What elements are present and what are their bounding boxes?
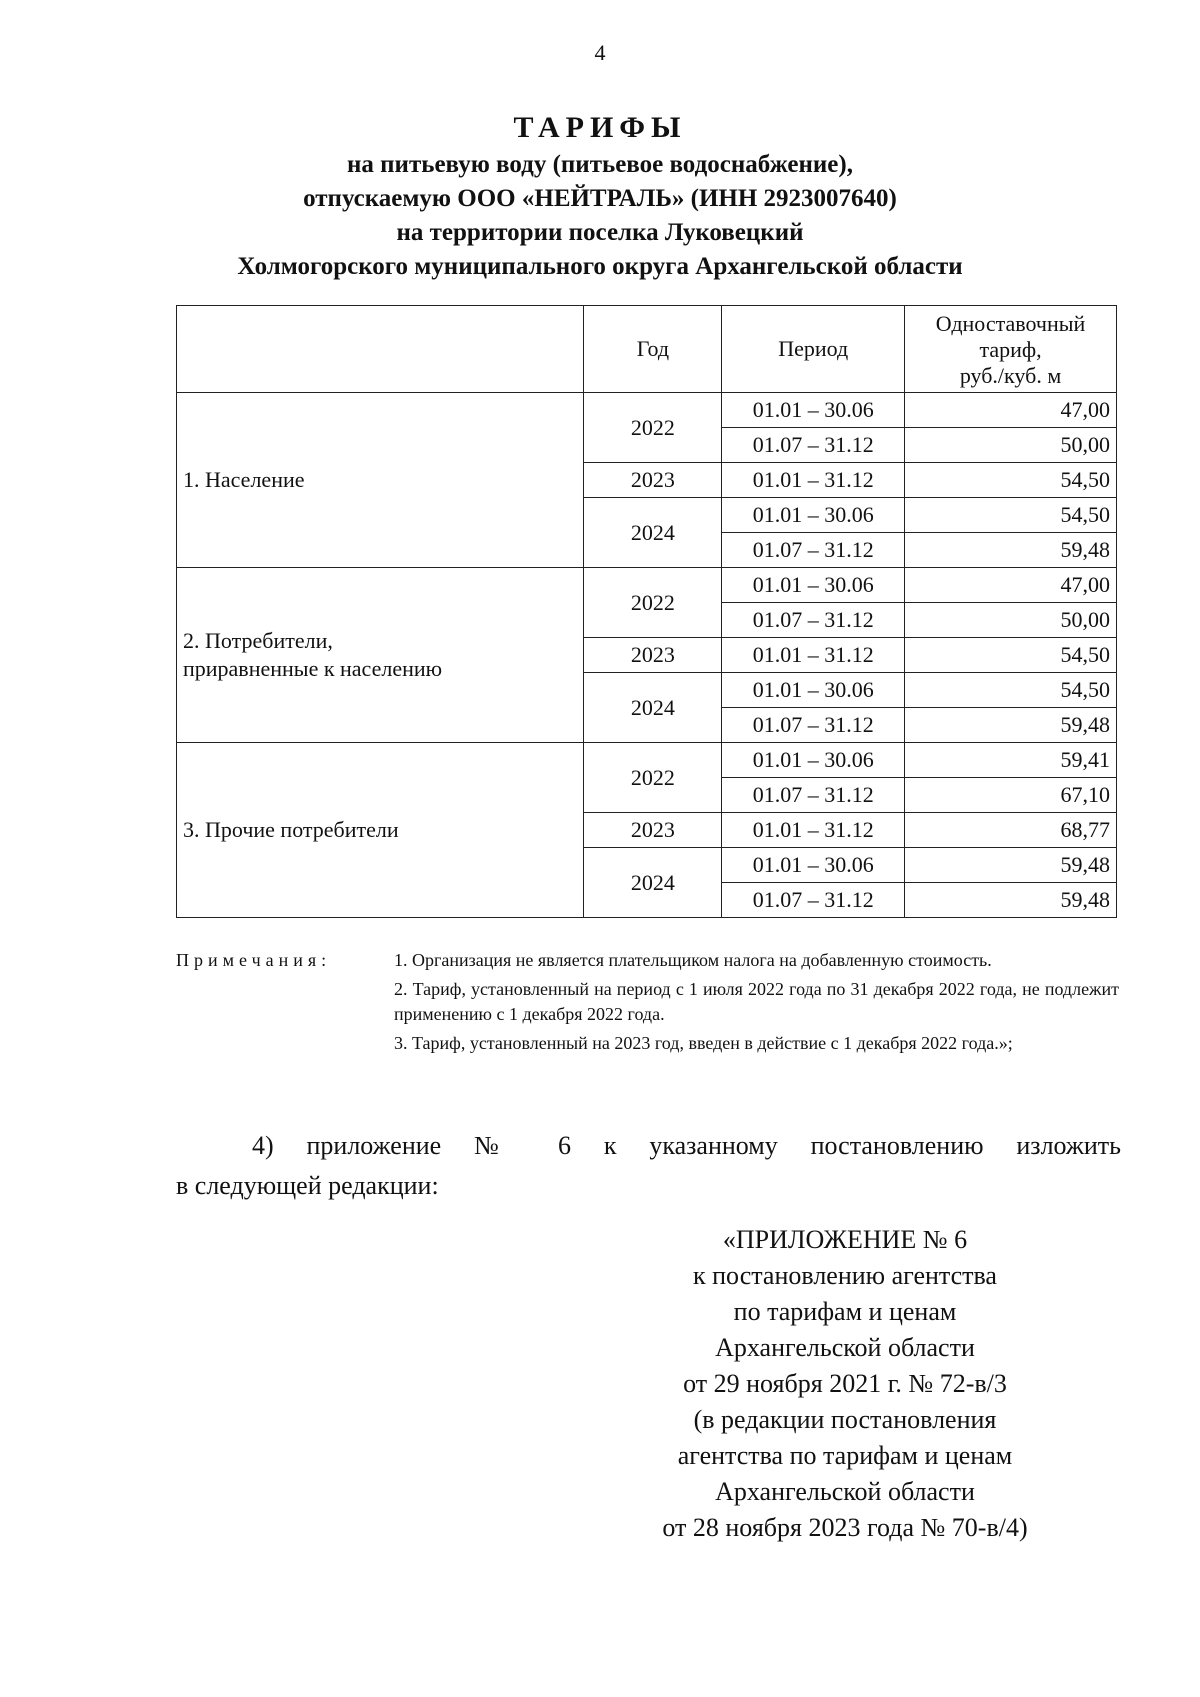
period-cell: 01.01 – 30.06 bbox=[722, 498, 905, 533]
header-tariff-line: тариф, bbox=[979, 337, 1042, 362]
note-item: 1. Организация не является плательщиком налога на добавленную стоимость. bbox=[394, 950, 992, 970]
tariff-cell: 54,50 bbox=[905, 638, 1117, 673]
period-cell: 01.01 – 30.06 bbox=[722, 848, 905, 883]
table-row bbox=[177, 743, 1117, 778]
period-cell: 01.01 – 31.12 bbox=[722, 463, 905, 498]
year-cell: 2024 bbox=[584, 498, 722, 568]
title-line: Холмогорского муниципального округа Архангельской области bbox=[237, 253, 963, 280]
notes-list bbox=[394, 948, 1119, 1060]
tariff-table bbox=[176, 305, 1117, 918]
header-category bbox=[177, 306, 584, 393]
tariff-cell: 47,00 bbox=[905, 568, 1117, 603]
tariff-cell: 47,00 bbox=[905, 393, 1117, 428]
period-cell: 01.07 – 31.12 bbox=[722, 603, 905, 638]
year-cell: 2023 bbox=[584, 463, 722, 498]
tariff-cell: 54,50 bbox=[905, 463, 1117, 498]
period-cell: 01.07 – 31.12 bbox=[722, 428, 905, 463]
category-line: приравненные к населению bbox=[183, 656, 443, 681]
document-title bbox=[0, 108, 1200, 284]
appendix-line: Архангельской области bbox=[715, 1477, 975, 1506]
year-cell: 2023 bbox=[584, 813, 722, 848]
period-cell: 01.01 – 30.06 bbox=[722, 568, 905, 603]
tariff-cell: 50,00 bbox=[905, 428, 1117, 463]
tariff-cell: 50,00 bbox=[905, 603, 1117, 638]
tariff-cell: 59,48 bbox=[905, 848, 1117, 883]
appendix-line: Архангельской области bbox=[715, 1333, 975, 1362]
period-cell: 01.07 – 31.12 bbox=[722, 883, 905, 918]
header-tariff bbox=[905, 306, 1117, 393]
header-year: Год bbox=[584, 306, 722, 393]
tariff-cell: 54,50 bbox=[905, 673, 1117, 708]
year-cell: 2022 bbox=[584, 393, 722, 463]
category-line: 2. Потребители, bbox=[183, 628, 333, 653]
title-line: отпускаемую ООО «НЕЙТРАЛЬ» (ИНН 2923007640) bbox=[303, 185, 897, 212]
period-cell: 01.07 – 31.12 bbox=[722, 778, 905, 813]
title-line: на питьевую воду (питьевое водоснабжение), bbox=[347, 151, 853, 178]
appendix-line: по тарифам и ценам bbox=[733, 1297, 957, 1326]
tariff-cell: 59,41 bbox=[905, 743, 1117, 778]
tariff-cell: 59,48 bbox=[905, 883, 1117, 918]
year-cell: 2024 bbox=[584, 848, 722, 918]
period-cell: 01.01 – 31.12 bbox=[722, 813, 905, 848]
category-cell: 1. Население bbox=[177, 393, 584, 568]
paragraph-line: 4) приложение № 6 к указанному постановлению изложить bbox=[252, 1131, 1121, 1160]
period-cell: 01.01 – 31.12 bbox=[722, 638, 905, 673]
notes-label: Примечания: bbox=[176, 950, 332, 970]
table-header-row bbox=[177, 306, 1117, 393]
table-row bbox=[177, 393, 1117, 428]
note-item: 3. Тариф, установленный на 2023 год, введен в действие с 1 декабря 2022 года.»; bbox=[394, 1033, 1013, 1053]
year-cell: 2022 bbox=[584, 743, 722, 813]
title-main: ТАРИФЫ bbox=[513, 111, 687, 144]
tariff-cell: 59,48 bbox=[905, 708, 1117, 743]
header-tariff-line: Одноставочный bbox=[935, 311, 1086, 336]
table-row bbox=[177, 568, 1117, 603]
tariff-cell: 59,48 bbox=[905, 533, 1117, 568]
period-cell: 01.01 – 30.06 bbox=[722, 393, 905, 428]
header-period: Период bbox=[722, 306, 905, 393]
period-cell: 01.01 – 30.06 bbox=[722, 673, 905, 708]
header-tariff-line: руб./куб. м bbox=[959, 363, 1062, 388]
year-cell: 2023 bbox=[584, 638, 722, 673]
appendix-line: к постановлению агентства bbox=[693, 1261, 997, 1290]
tariff-cell: 54,50 bbox=[905, 498, 1117, 533]
period-cell: 01.07 – 31.12 bbox=[722, 708, 905, 743]
title-line: на территории поселка Луковецкий bbox=[396, 219, 804, 246]
note-item: 2. Тариф, установленный на период с 1 июля 2022 года по 31 декабря 2022 года, не подлежит применению с 1 декабря 2022 года. bbox=[394, 979, 1119, 1024]
tariff-cell: 68,77 bbox=[905, 813, 1117, 848]
appendix-line: от 28 ноября 2023 года № 70-в/4) bbox=[662, 1513, 1028, 1542]
category-cell bbox=[177, 568, 584, 743]
category-cell: 3. Прочие потребители bbox=[177, 743, 584, 918]
appendix-line: (в редакции постановления bbox=[693, 1405, 997, 1434]
paragraph-line: в следующей редакции: bbox=[176, 1171, 439, 1200]
page-number: 4 bbox=[594, 40, 606, 65]
appendix-line: агентства по тарифам и ценам bbox=[677, 1441, 1013, 1470]
appendix-line: от 29 ноября 2021 г. № 72-в/3 bbox=[683, 1369, 1007, 1398]
tariff-cell: 67,10 bbox=[905, 778, 1117, 813]
amendment-paragraph bbox=[176, 1126, 1121, 1206]
appendix-header bbox=[640, 1222, 1050, 1546]
period-cell: 01.01 – 30.06 bbox=[722, 743, 905, 778]
year-cell: 2022 bbox=[584, 568, 722, 638]
appendix-line: «ПРИЛОЖЕНИЕ № 6 bbox=[722, 1225, 968, 1254]
year-cell: 2024 bbox=[584, 673, 722, 743]
period-cell: 01.07 – 31.12 bbox=[722, 533, 905, 568]
